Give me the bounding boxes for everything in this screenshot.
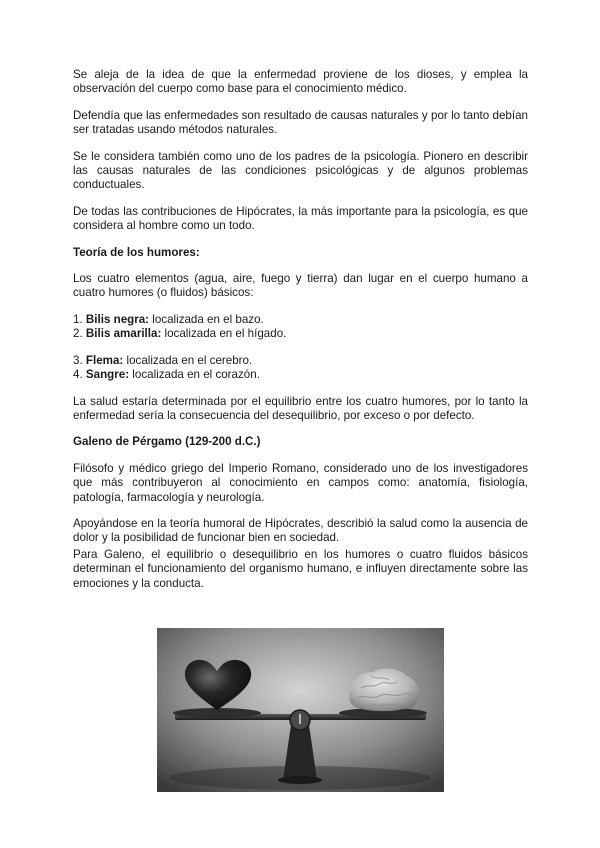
galeno-heading: Galeno de Pérgamo (129-200 d.C.): [73, 435, 261, 449]
item-desc: localizada en el cerebro.: [123, 353, 253, 367]
item-name: Sangre:: [85, 368, 130, 382]
intro-paragraph-4: De todas las contribuciones de Hipócrates, la más importante para la psicología, es que considera al hombre como un todo.: [73, 204, 528, 233]
list-item: [73, 368, 528, 382]
item-name: Bilis amarilla:: [85, 327, 162, 341]
item-desc: localizada en el bazo.: [149, 312, 264, 326]
galeno-paragraph-3: Para Galeno, el equilibrio o desequilibrio en los humores o cuatro fluidos básicos determinan el funcionamiento del organismo humano, e influyen directamente sobre las emociones y la conducta.: [73, 547, 528, 590]
intro-paragraph-2: Defendía que las enfermedades son resultado de causas naturales y por lo tanto debían ser tratadas usando métodos naturales.: [73, 108, 528, 137]
humores-intro: Los cuatro elementos (agua, aire, fuego y tierra) dan lugar en el cuerpo humano a cuatro humores (o fluidos) básicos:: [73, 272, 528, 300]
item-number: 1.: [73, 312, 83, 326]
item-desc: localizada en el corazón.: [129, 368, 260, 382]
list-item: [73, 313, 528, 327]
item-number: 3.: [73, 353, 83, 367]
galeno-paragraph-1: Filósofo y médico griego del Imperio Romano, considerado uno de los investigadores que más contribuyeron al conocimiento en campos como: anatomía, fisiología, patología, farmacología y neurología.: [73, 461, 528, 504]
item-name: Flema:: [85, 353, 124, 367]
humores-list-b: [73, 354, 528, 383]
item-name: Bilis negra:: [85, 312, 150, 326]
item-number: 2.: [73, 327, 83, 341]
list-item: [73, 354, 528, 368]
intro-paragraph-3: Se le considera también como uno de los padres de la psicología. Pionero en describir las causas naturales de las condiciones psicológicas y de algunos problemas conductuales.: [73, 149, 528, 192]
humores-list-a: [73, 313, 528, 342]
heart-brain-balance-image: [157, 628, 444, 792]
humores-conclusion: La salud estaría determinada por el equilibrio entre los cuatro humores, por lo tanto la enfermedad sería la consecuencia del desequilibrio, por exceso o por defecto.: [73, 394, 528, 422]
humores-heading: Teoría de los humores:: [73, 245, 200, 259]
item-number: 4.: [73, 368, 83, 382]
document-body: [73, 68, 528, 591]
list-item: [73, 327, 528, 341]
intro-paragraph-1: Se aleja de la idea de que la enfermedad proviene de los dioses, y emplea la observación del cuerpo como base para el conocimiento médico.: [73, 68, 528, 96]
item-desc: localizada en el hígado.: [161, 327, 287, 341]
galeno-paragraph-2: Apoyándose en la teoría humoral de Hipócrates, describió la salud como la ausencia de dolor y la posibilidad de funcionar bien en sociedad.: [73, 516, 528, 545]
